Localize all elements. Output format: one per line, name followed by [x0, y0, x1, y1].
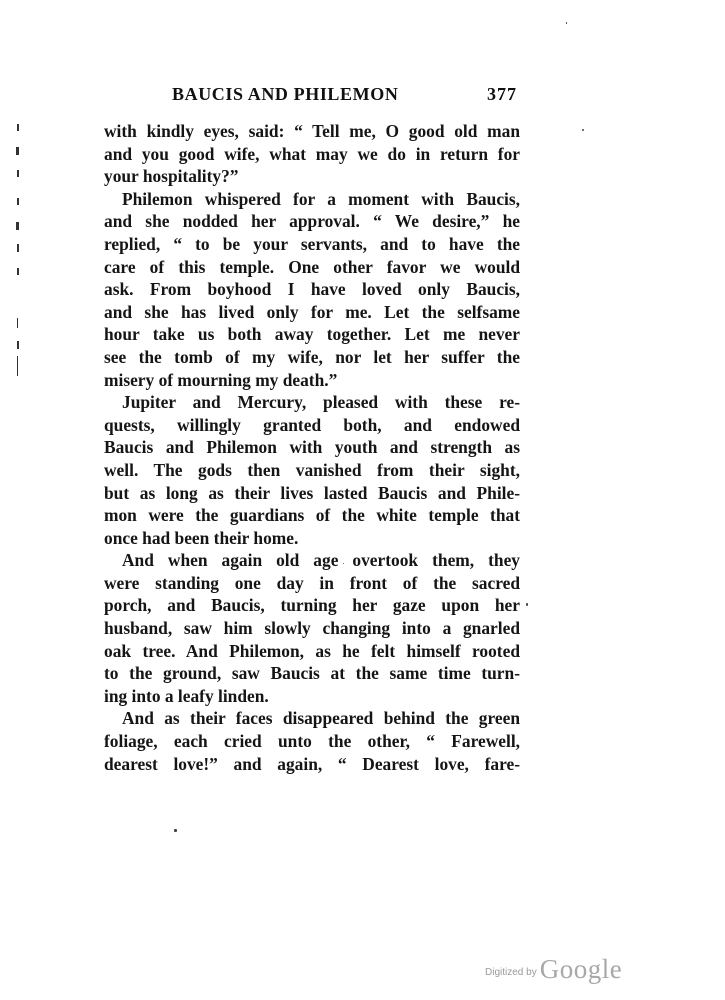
scan-mark: [17, 356, 18, 376]
running-header: [172, 84, 517, 112]
text-line: And when again old age overtook them, they: [122, 550, 520, 571]
text-line: quests, willingly granted both, and endowed: [104, 414, 520, 435]
text-line: but as long as their lives lasted Baucis and Phile-: [104, 482, 520, 503]
scan-mark: [17, 170, 19, 177]
text-line: and she nodded her approval. “ We desire,” he: [104, 211, 520, 232]
text-line: And as their faces disappeared behind the green: [122, 708, 520, 729]
text-line: and she has lived only for me. Let the selfsame: [104, 301, 520, 322]
text-line: husband, saw him slowly changing into a gnarled: [104, 618, 520, 639]
scan-mark: [17, 318, 18, 328]
scan-mark: [17, 124, 19, 131]
text-line: hour take us both away together. Let me never: [104, 324, 520, 345]
scan-speck: [582, 129, 584, 131]
text-line: Jupiter and Mercury, pleased with these re-: [122, 392, 520, 413]
page-number: 377: [487, 84, 517, 104]
text-line: dearest love!” and again, “ Dearest love, fare-: [104, 753, 520, 774]
scan-speck: [526, 603, 528, 606]
text-line: replied, “ to be your servants, and to have the: [104, 233, 520, 254]
scan-mark: [16, 222, 19, 230]
scan-speck: [566, 22, 567, 24]
text-line: Baucis and Philemon with youth and strength as: [104, 437, 520, 458]
text-line: to the ground, saw Baucis at the same time turn-: [104, 663, 520, 684]
chapter-title: BAUCIS AND PHILEMON: [172, 84, 399, 104]
text-line: with kindly eyes, said: “ Tell me, O good old man: [104, 121, 520, 141]
text-line: Philemon whispered for a moment with Baucis,: [122, 188, 520, 209]
text-line: well. The gods then vanished from their sight,: [104, 459, 520, 480]
text-line: foliage, each cried unto the other, “ Farewell,: [104, 731, 520, 752]
scan-mark: [17, 244, 19, 252]
scan-speck: [174, 829, 177, 832]
text-line: ing into a leafy linden.: [104, 685, 269, 706]
watermark-prefix: Digitized by: [485, 967, 537, 978]
text-line: see the tomb of my wife, nor let her suffer the: [104, 346, 520, 367]
digitized-watermark: [485, 950, 645, 984]
body-text: [104, 120, 520, 775]
text-line: misery of mourning my death.”: [104, 369, 338, 390]
text-line: mon were the guardians of the white temple that: [104, 505, 520, 526]
scan-mark: [16, 147, 19, 155]
scan-mark: [17, 268, 19, 275]
text-line: ask. From boyhood I have loved only Baucis,: [104, 279, 520, 300]
margin-scan-marks: [0, 0, 30, 400]
text-line: care of this temple. One other favor we would: [104, 256, 520, 277]
text-line: once had been their home.: [104, 527, 299, 548]
scan-mark: [17, 341, 19, 349]
text-line: and you good wife, what may we do in return for: [104, 143, 520, 164]
text-line: were standing one day in front of the sacred: [104, 572, 520, 593]
text-line: porch, and Baucis, turning her gaze upon her: [104, 595, 520, 616]
google-logo: Google: [539, 954, 623, 984]
text-line: oak tree. And Philemon, as he felt himself rooted: [104, 640, 520, 661]
scan-mark: [17, 198, 19, 205]
text-line: your hospitality?”: [104, 166, 239, 187]
